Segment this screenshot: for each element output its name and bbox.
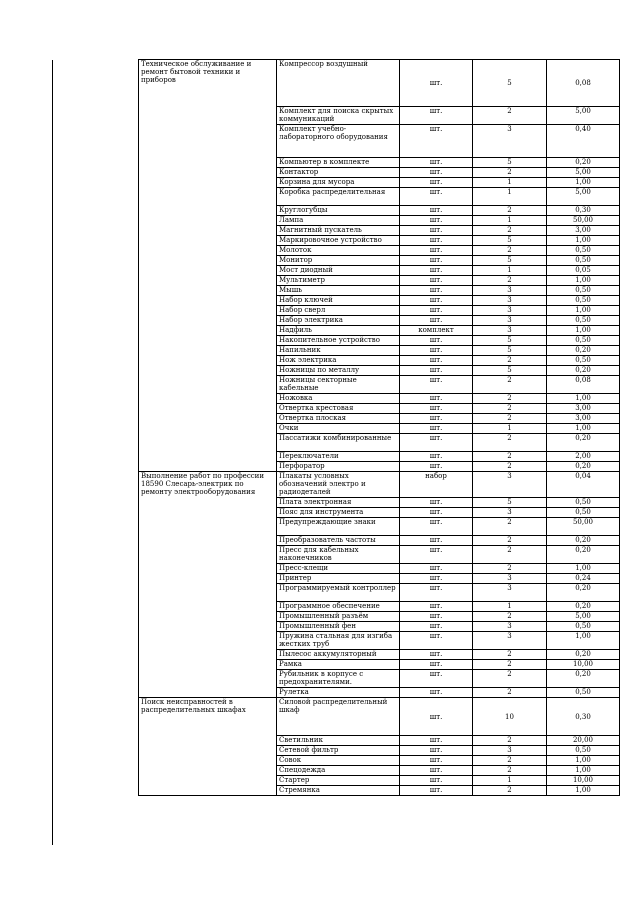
quantity-cell: 2 <box>473 612 547 622</box>
value-cell: 0,50 <box>547 622 620 632</box>
unit-cell: шт. <box>400 188 473 206</box>
item-name-cell: Пружина стальная для изгиба жестких труб <box>277 632 400 650</box>
item-name-cell: Рубильник в корпусе с предохранителями. <box>277 670 400 688</box>
quantity-cell: 2 <box>473 736 547 746</box>
value-cell: 0,08 <box>547 60 620 107</box>
quantity-cell: 5 <box>473 336 547 346</box>
item-name-cell: Корзина для мусора <box>277 178 400 188</box>
quantity-cell: 3 <box>473 584 547 602</box>
item-name-cell: Монитор <box>277 256 400 266</box>
item-name-cell: Компьютер в комплекте <box>277 158 400 168</box>
unit-cell: шт. <box>400 632 473 650</box>
item-name-cell: Мост диодный <box>277 266 400 276</box>
quantity-cell: 2 <box>473 394 547 404</box>
value-cell: 0,20 <box>547 434 620 452</box>
item-name-cell: Надфиль <box>277 326 400 336</box>
unit-cell: шт. <box>400 462 473 472</box>
value-cell: 1,00 <box>547 756 620 766</box>
quantity-cell: 2 <box>473 168 547 178</box>
item-name-cell: Рамка <box>277 660 400 670</box>
item-name-cell: Стартер <box>277 776 400 786</box>
unit-cell: шт. <box>400 766 473 776</box>
value-cell: 2,00 <box>547 452 620 462</box>
value-cell: 0,50 <box>547 746 620 756</box>
quantity-cell: 5 <box>473 236 547 246</box>
quantity-cell: 2 <box>473 404 547 414</box>
value-cell: 1,00 <box>547 236 620 246</box>
item-name-cell: Молоток <box>277 246 400 256</box>
value-cell: 0,50 <box>547 246 620 256</box>
unit-cell: набор <box>400 472 473 498</box>
item-name-cell: Коробка распределительная <box>277 188 400 206</box>
value-cell: 0,20 <box>547 462 620 472</box>
unit-cell: шт. <box>400 564 473 574</box>
unit-cell: шт. <box>400 125 473 158</box>
unit-cell: шт. <box>400 452 473 462</box>
item-name-cell: Совок <box>277 756 400 766</box>
item-name-cell: Комплект учебно-лабораторного оборудования <box>277 125 400 158</box>
value-cell: 0,05 <box>547 266 620 276</box>
quantity-cell: 3 <box>473 306 547 316</box>
unit-cell: шт. <box>400 756 473 766</box>
quantity-cell: 1 <box>473 216 547 226</box>
section-cell: Выполнение работ по профессии 18590 Слесарь-электрик по ремонту электрооборудования <box>139 472 277 698</box>
value-cell: 5,00 <box>547 188 620 206</box>
item-name-cell: Светильник <box>277 736 400 746</box>
item-name-cell: Стремянка <box>277 786 400 796</box>
item-name-cell: Пояс для инструмента <box>277 508 400 518</box>
quantity-cell: 5 <box>473 498 547 508</box>
value-cell: 1,00 <box>547 394 620 404</box>
value-cell: 0,50 <box>547 316 620 326</box>
unit-cell: шт. <box>400 424 473 434</box>
item-name-cell: Предупреждающие знаки <box>277 518 400 536</box>
quantity-cell: 1 <box>473 424 547 434</box>
quantity-cell: 5 <box>473 346 547 356</box>
item-name-cell: Программное обеспечение <box>277 602 400 612</box>
item-name-cell: Накопительное устройство <box>277 336 400 346</box>
quantity-cell: 2 <box>473 766 547 776</box>
value-cell: 0,20 <box>547 366 620 376</box>
item-name-cell: Круглогубцы <box>277 206 400 216</box>
unit-cell: комплект <box>400 326 473 336</box>
unit-cell: шт. <box>400 688 473 698</box>
value-cell: 1,00 <box>547 178 620 188</box>
value-cell: 0,20 <box>547 536 620 546</box>
quantity-cell: 2 <box>473 356 547 366</box>
unit-cell: шт. <box>400 736 473 746</box>
unit-cell: шт. <box>400 498 473 508</box>
unit-cell: шт. <box>400 404 473 414</box>
quantity-cell: 2 <box>473 376 547 394</box>
table-row <box>139 472 620 498</box>
value-cell: 0,30 <box>547 698 620 736</box>
item-name-cell: Ножницы секторные кабельные <box>277 376 400 394</box>
quantity-cell: 2 <box>473 414 547 424</box>
quantity-cell: 5 <box>473 366 547 376</box>
value-cell: 0,20 <box>547 346 620 356</box>
quantity-cell: 2 <box>473 688 547 698</box>
value-cell: 0,24 <box>547 574 620 584</box>
value-cell: 0,04 <box>547 472 620 498</box>
quantity-cell: 5 <box>473 256 547 266</box>
value-cell: 0,20 <box>547 602 620 612</box>
quantity-cell: 3 <box>473 574 547 584</box>
value-cell: 0,50 <box>547 508 620 518</box>
item-name-cell: Отвертка крестовая <box>277 404 400 414</box>
value-cell: 5,00 <box>547 612 620 622</box>
unit-cell: шт. <box>400 168 473 178</box>
unit-cell: шт. <box>400 356 473 366</box>
equipment-table-body <box>139 60 620 796</box>
item-name-cell: Пылесос аккумуляторный <box>277 650 400 660</box>
quantity-cell: 2 <box>473 107 547 125</box>
quantity-cell: 5 <box>473 60 547 107</box>
quantity-cell: 3 <box>473 746 547 756</box>
item-name-cell: Маркировочное устройство <box>277 236 400 246</box>
quantity-cell: 1 <box>473 776 547 786</box>
unit-cell: шт. <box>400 178 473 188</box>
item-name-cell: Принтер <box>277 574 400 584</box>
margin-line <box>52 60 53 845</box>
value-cell: 0,40 <box>547 125 620 158</box>
item-name-cell: Набор сверл <box>277 306 400 316</box>
unit-cell: шт. <box>400 286 473 296</box>
quantity-cell: 2 <box>473 650 547 660</box>
item-name-cell: Плакаты условных обозначений электро и радиодеталей <box>277 472 400 498</box>
unit-cell: шт. <box>400 216 473 226</box>
unit-cell: шт. <box>400 746 473 756</box>
value-cell: 1,00 <box>547 424 620 434</box>
item-name-cell: Переключатели <box>277 452 400 462</box>
value-cell: 0,50 <box>547 296 620 306</box>
value-cell: 0,20 <box>547 158 620 168</box>
unit-cell: шт. <box>400 366 473 376</box>
unit-cell: шт. <box>400 336 473 346</box>
unit-cell: шт. <box>400 226 473 236</box>
item-name-cell: Набор ключей <box>277 296 400 306</box>
section-cell: Техническое обслуживание и ремонт бытовой техники и приборов <box>139 60 277 472</box>
item-name-cell: Сетевой фильтр <box>277 746 400 756</box>
item-name-cell: Очки <box>277 424 400 434</box>
unit-cell: шт. <box>400 786 473 796</box>
item-name-cell: Компрессор воздушный <box>277 60 400 107</box>
quantity-cell: 2 <box>473 462 547 472</box>
quantity-cell: 3 <box>473 472 547 498</box>
quantity-cell: 2 <box>473 206 547 216</box>
value-cell: 3,00 <box>547 226 620 236</box>
quantity-cell: 1 <box>473 266 547 276</box>
value-cell: 50,00 <box>547 216 620 226</box>
unit-cell: шт. <box>400 206 473 216</box>
unit-cell: шт. <box>400 346 473 356</box>
value-cell: 5,00 <box>547 107 620 125</box>
item-name-cell: Спецодежда <box>277 766 400 776</box>
unit-cell: шт. <box>400 602 473 612</box>
unit-cell: шт. <box>400 414 473 424</box>
unit-cell: шт. <box>400 434 473 452</box>
unit-cell: шт. <box>400 536 473 546</box>
quantity-cell: 1 <box>473 188 547 206</box>
quantity-cell: 3 <box>473 316 547 326</box>
item-name-cell: Программируемый контроллер <box>277 584 400 602</box>
item-name-cell: Напильник <box>277 346 400 356</box>
quantity-cell: 2 <box>473 786 547 796</box>
value-cell: 1,00 <box>547 564 620 574</box>
section-cell: Поиск неисправностей в распределительных шкафах <box>139 698 277 796</box>
value-cell: 1,00 <box>547 786 620 796</box>
unit-cell: шт. <box>400 394 473 404</box>
item-name-cell: Ножницы по металлу <box>277 366 400 376</box>
value-cell: 20,00 <box>547 736 620 746</box>
value-cell: 1,00 <box>547 276 620 286</box>
value-cell: 10,00 <box>547 660 620 670</box>
unit-cell: шт. <box>400 376 473 394</box>
quantity-cell: 1 <box>473 602 547 612</box>
value-cell: 1,00 <box>547 326 620 336</box>
value-cell: 0,50 <box>547 356 620 366</box>
value-cell: 5,00 <box>547 168 620 178</box>
quantity-cell: 2 <box>473 536 547 546</box>
quantity-cell: 5 <box>473 158 547 168</box>
quantity-cell: 1 <box>473 178 547 188</box>
item-name-cell: Пассатижи комбинированные <box>277 434 400 452</box>
unit-cell: шт. <box>400 546 473 564</box>
value-cell: 0,20 <box>547 650 620 660</box>
unit-cell: шт. <box>400 236 473 246</box>
quantity-cell: 2 <box>473 434 547 452</box>
item-name-cell: Нож электрика <box>277 356 400 366</box>
quantity-cell: 3 <box>473 125 547 158</box>
value-cell: 10,00 <box>547 776 620 786</box>
unit-cell: шт. <box>400 508 473 518</box>
value-cell: 1,00 <box>547 632 620 650</box>
quantity-cell: 2 <box>473 518 547 536</box>
item-name-cell: Рулетка <box>277 688 400 698</box>
item-name-cell: Набор электрика <box>277 316 400 326</box>
value-cell: 0,50 <box>547 336 620 346</box>
item-name-cell: Контактор <box>277 168 400 178</box>
value-cell: 0,20 <box>547 546 620 564</box>
value-cell: 0,50 <box>547 256 620 266</box>
quantity-cell: 2 <box>473 546 547 564</box>
item-name-cell: Силовой распределительный шкаф <box>277 698 400 736</box>
quantity-cell: 2 <box>473 246 547 256</box>
unit-cell: шт. <box>400 107 473 125</box>
unit-cell: шт. <box>400 660 473 670</box>
item-name-cell: Комплект для поиска скрытых коммуникаций <box>277 107 400 125</box>
unit-cell: шт. <box>400 650 473 660</box>
item-name-cell: Отвертка плоская <box>277 414 400 424</box>
table-row <box>139 698 620 736</box>
value-cell: 0,20 <box>547 670 620 688</box>
unit-cell: шт. <box>400 612 473 622</box>
value-cell: 1,00 <box>547 306 620 316</box>
quantity-cell: 3 <box>473 326 547 336</box>
quantity-cell: 2 <box>473 756 547 766</box>
unit-cell: шт. <box>400 670 473 688</box>
equipment-table <box>138 59 620 796</box>
unit-cell: шт. <box>400 316 473 326</box>
item-name-cell: Перфоратор <box>277 462 400 472</box>
unit-cell: шт. <box>400 622 473 632</box>
quantity-cell: 3 <box>473 508 547 518</box>
unit-cell: шт. <box>400 158 473 168</box>
unit-cell: шт. <box>400 518 473 536</box>
unit-cell: шт. <box>400 256 473 266</box>
item-name-cell: Магнитный пускатель <box>277 226 400 236</box>
value-cell: 0,50 <box>547 688 620 698</box>
unit-cell: шт. <box>400 574 473 584</box>
unit-cell: шт. <box>400 306 473 316</box>
item-name-cell: Преобразователь частоты <box>277 536 400 546</box>
unit-cell: шт. <box>400 776 473 786</box>
value-cell: 3,00 <box>547 414 620 424</box>
quantity-cell: 3 <box>473 286 547 296</box>
value-cell: 50,00 <box>547 518 620 536</box>
item-name-cell: Ножовка <box>277 394 400 404</box>
quantity-cell: 2 <box>473 564 547 574</box>
quantity-cell: 2 <box>473 660 547 670</box>
item-name-cell: Пресс для кабельных наконечников <box>277 546 400 564</box>
quantity-cell: 3 <box>473 622 547 632</box>
item-name-cell: Промышленный разъём <box>277 612 400 622</box>
value-cell: 0,30 <box>547 206 620 216</box>
unit-cell: шт. <box>400 60 473 107</box>
unit-cell: шт. <box>400 296 473 306</box>
value-cell: 1,00 <box>547 766 620 776</box>
item-name-cell: Лампа <box>277 216 400 226</box>
item-name-cell: Плата электронная <box>277 498 400 508</box>
unit-cell: шт. <box>400 276 473 286</box>
value-cell: 0,50 <box>547 498 620 508</box>
quantity-cell: 2 <box>473 226 547 236</box>
table-row <box>139 60 620 107</box>
unit-cell: шт. <box>400 246 473 256</box>
quantity-cell: 10 <box>473 698 547 736</box>
quantity-cell: 2 <box>473 670 547 688</box>
unit-cell: шт. <box>400 584 473 602</box>
quantity-cell: 3 <box>473 296 547 306</box>
quantity-cell: 2 <box>473 452 547 462</box>
value-cell: 0,20 <box>547 584 620 602</box>
unit-cell: шт. <box>400 266 473 276</box>
item-name-cell: Промышленный фен <box>277 622 400 632</box>
value-cell: 3,00 <box>547 404 620 414</box>
value-cell: 0,50 <box>547 286 620 296</box>
value-cell: 0,08 <box>547 376 620 394</box>
item-name-cell: Мышь <box>277 286 400 296</box>
unit-cell: шт. <box>400 698 473 736</box>
item-name-cell: Мультиметр <box>277 276 400 286</box>
quantity-cell: 2 <box>473 276 547 286</box>
quantity-cell: 3 <box>473 632 547 650</box>
item-name-cell: Пресс-клещи <box>277 564 400 574</box>
